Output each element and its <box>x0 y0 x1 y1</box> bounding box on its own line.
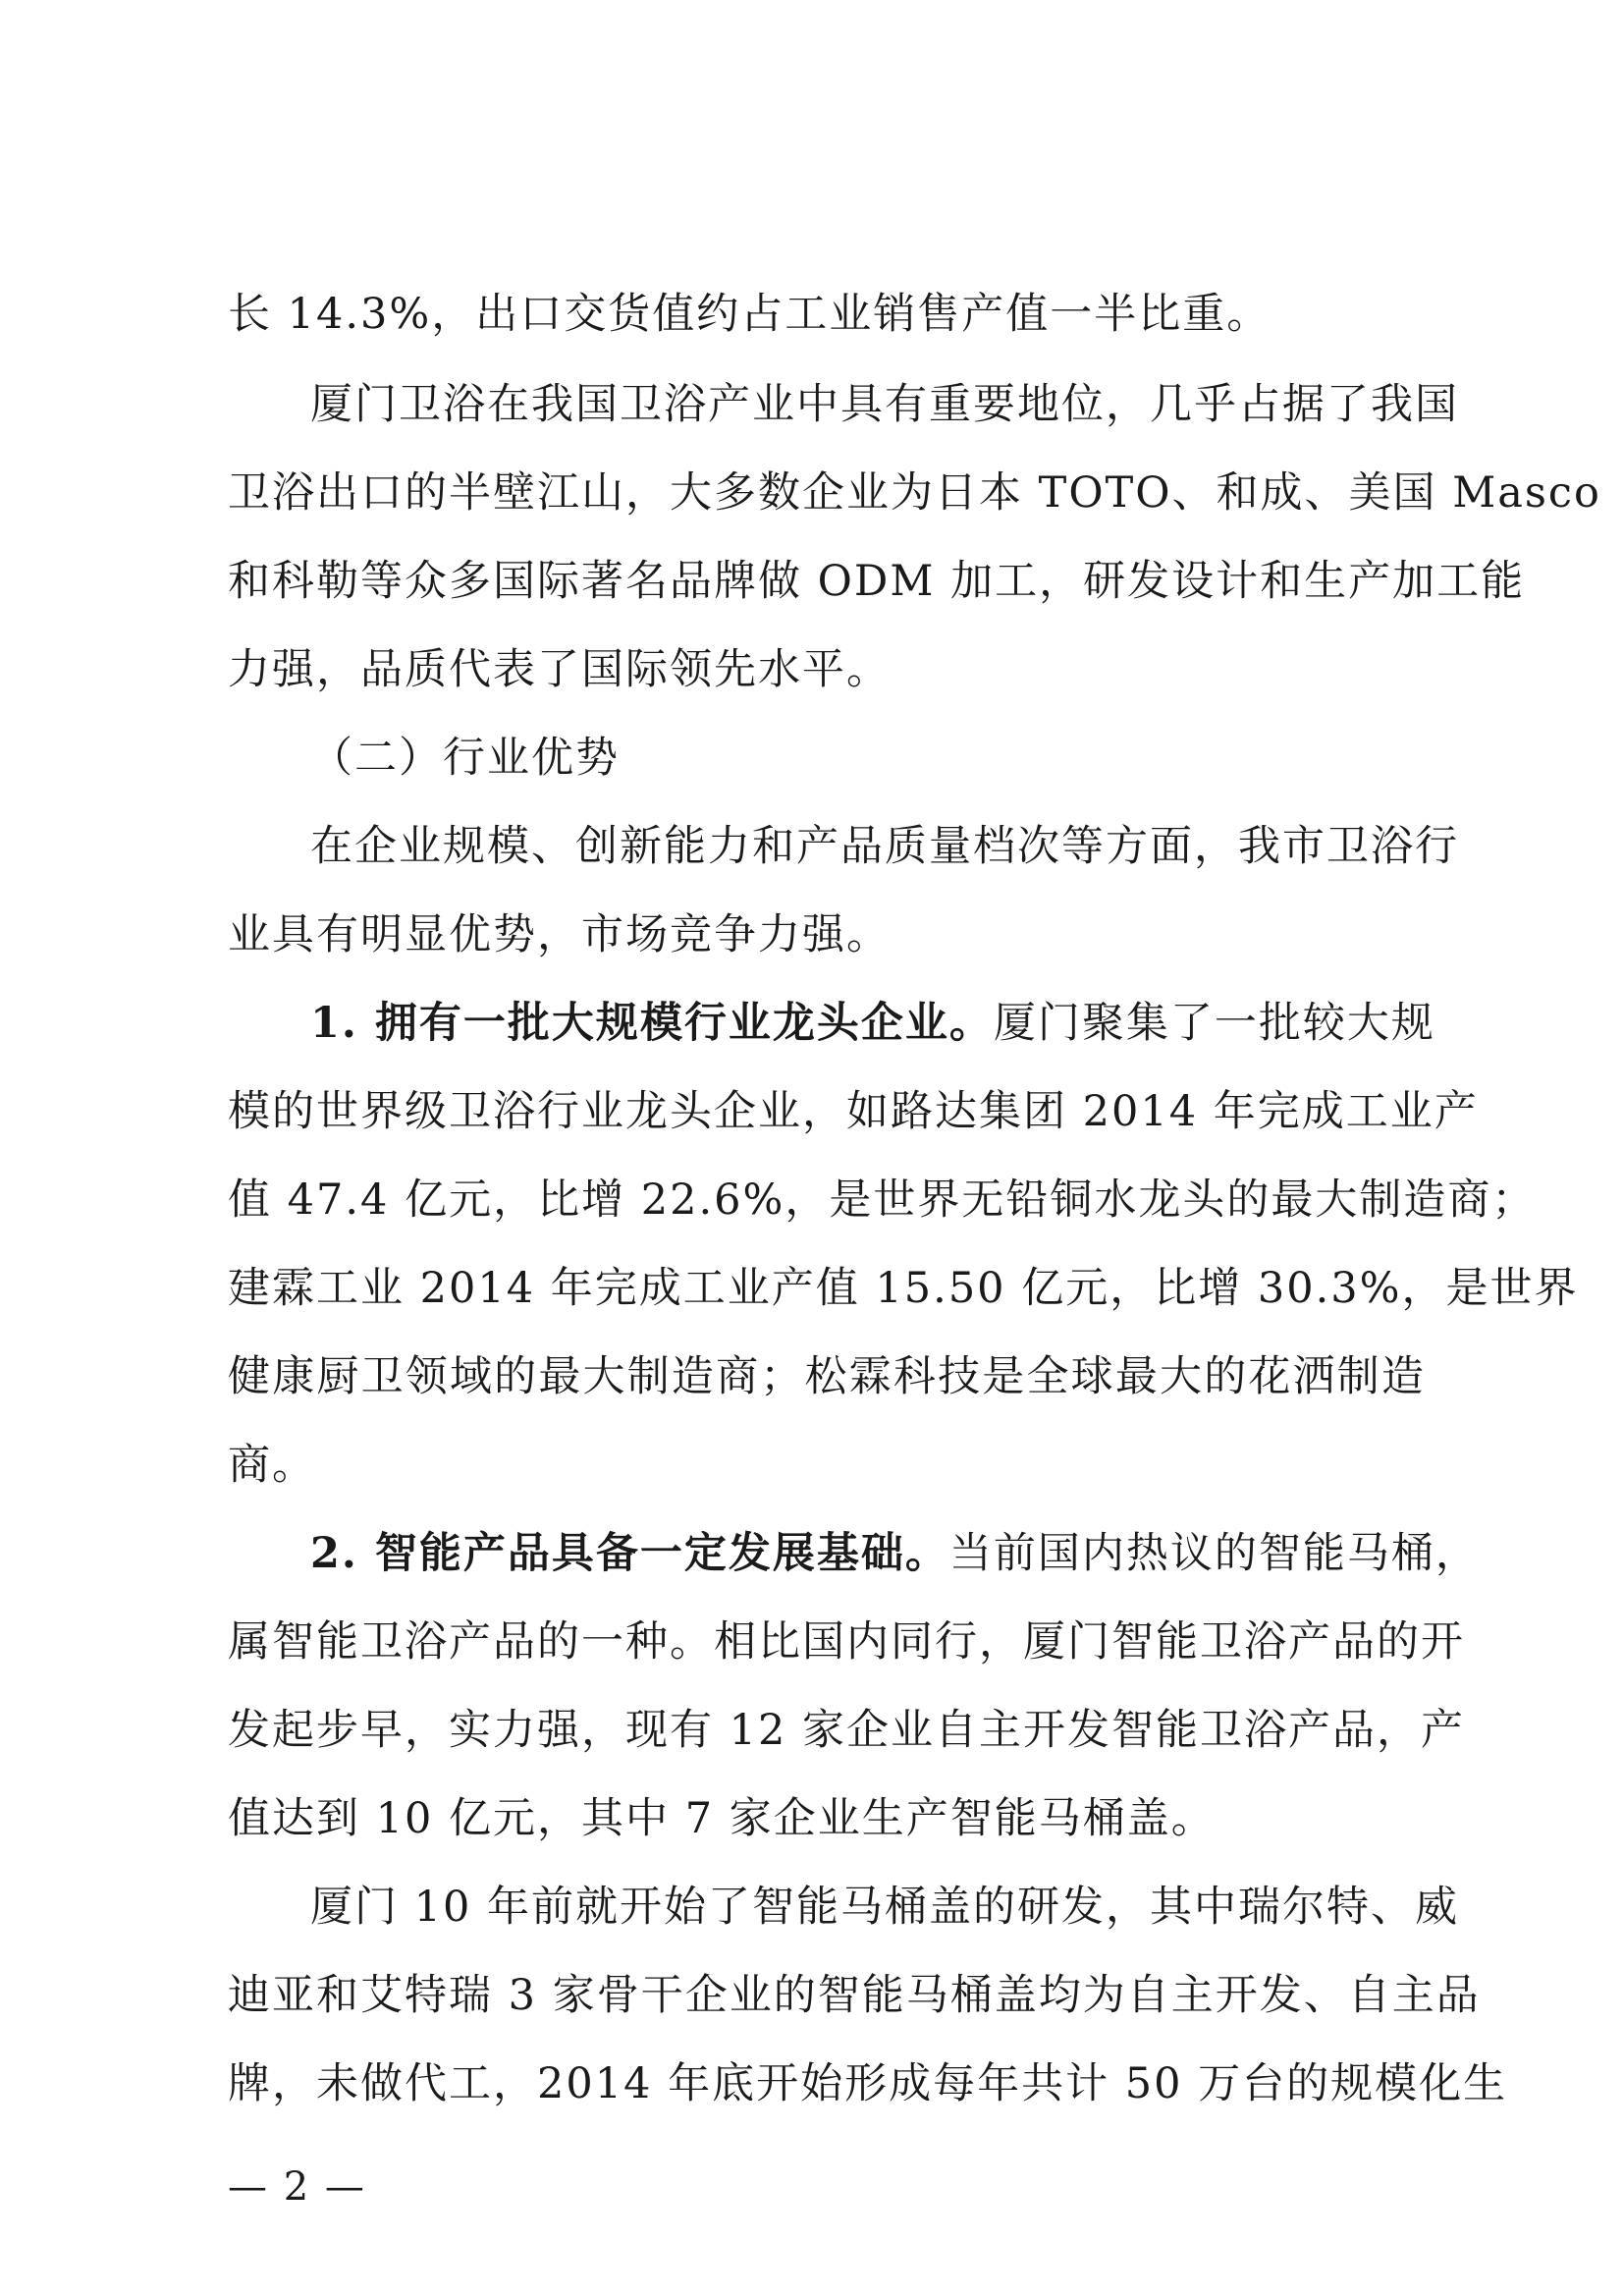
page-number: — 2 — <box>228 2164 366 2210</box>
paragraph-line <box>228 1347 1426 1406</box>
paragraph-line <box>228 1259 1579 1318</box>
paragraph-line <box>228 285 1426 344</box>
paragraph-line <box>228 1701 1466 1760</box>
line-text: 力强，品质代表了国际领先水平。 <box>228 645 891 694</box>
bold-lead-text: 1. 拥有一批大规模行业龙头企业。 <box>310 999 994 1048</box>
line-text: 健康厨卫领域的最大制造商；松霖科技是全球最大的花洒制造 <box>228 1352 1426 1401</box>
line-text: 卫浴出口的半壁江山，大多数企业为日本 TOTO、和成、美国 Masco <box>228 468 1601 518</box>
line-text: 发起步早，实力强，现有 12 家企业自主开发智能卫浴产品，产 <box>228 1706 1466 1755</box>
line-text: 值达到 10 亿元，其中 7 家企业生产智能马桶盖。 <box>228 1794 1216 1843</box>
paragraph-line <box>228 464 1601 522</box>
paragraph-line <box>228 1082 1479 1141</box>
line-text: 商。 <box>228 1441 316 1490</box>
paragraph-line <box>310 994 1435 1053</box>
paragraph-line <box>228 905 1426 964</box>
section-heading <box>310 729 620 788</box>
paragraph-line <box>228 552 1526 611</box>
paragraph-line <box>310 375 1459 434</box>
paragraph-line <box>228 2054 1508 2113</box>
line-text: 和科勒等众多国际著名品牌做 ODM 加工，研发设计和生产加工能 <box>228 557 1526 606</box>
line-text: 厦门卫浴在我国卫浴产业中具有重要地位，几乎占据了我国 <box>310 380 1459 429</box>
line-text: 模的世界级卫浴行业龙头企业，如路达集团 2014 年完成工业产 <box>228 1087 1479 1136</box>
paragraph-line <box>310 1524 1480 1583</box>
paragraph-line <box>228 1966 1481 2025</box>
line-text: 当前国内热议的智能马桶， <box>948 1529 1480 1578</box>
line-text: 厦门 10 年前就开始了智能马桶盖的研发，其中瑞尔特、威 <box>310 1883 1460 1932</box>
paragraph-line <box>228 1171 1537 1230</box>
paragraph-line <box>310 1878 1460 1937</box>
line-text: 属智能卫浴产品的一种。相比国内同行，厦门智能卫浴产品的开 <box>228 1617 1465 1667</box>
paragraph-line <box>228 1789 1426 1848</box>
paragraph-line <box>310 817 1459 876</box>
paragraph-line <box>228 1436 1426 1495</box>
line-text: 牌，未做代工，2014 年底开始形成每年共计 50 万台的规模化生 <box>228 2059 1508 2108</box>
heading-text: （二）行业优势 <box>310 734 620 783</box>
bold-lead-text: 2. 智能产品具备一定发展基础。 <box>310 1529 949 1578</box>
line-text: 业具有明显优势，市场竞争力强。 <box>228 910 891 959</box>
paragraph-line <box>228 1613 1465 1671</box>
line-text: 建霖工业 2014 年完成工业产值 15.50 亿元，比增 30.3%，是世界 <box>228 1264 1579 1313</box>
line-text: 在企业规模、创新能力和产品质量档次等方面，我市卫浴行 <box>310 822 1459 871</box>
line-text: 值 47.4 亿元，比增 22.6%，是世界无铅铜水龙头的最大制造商； <box>228 1175 1537 1225</box>
line-text: 厦门聚集了一批较大规 <box>993 999 1435 1048</box>
paragraph-line <box>228 640 1426 699</box>
line-text: 长 14.3%，出口交货值约占工业销售产值一半比重。 <box>228 290 1271 339</box>
line-text: 迪亚和艾特瑞 3 家骨干企业的智能马桶盖均为自主开发、自主品 <box>228 1971 1481 2020</box>
